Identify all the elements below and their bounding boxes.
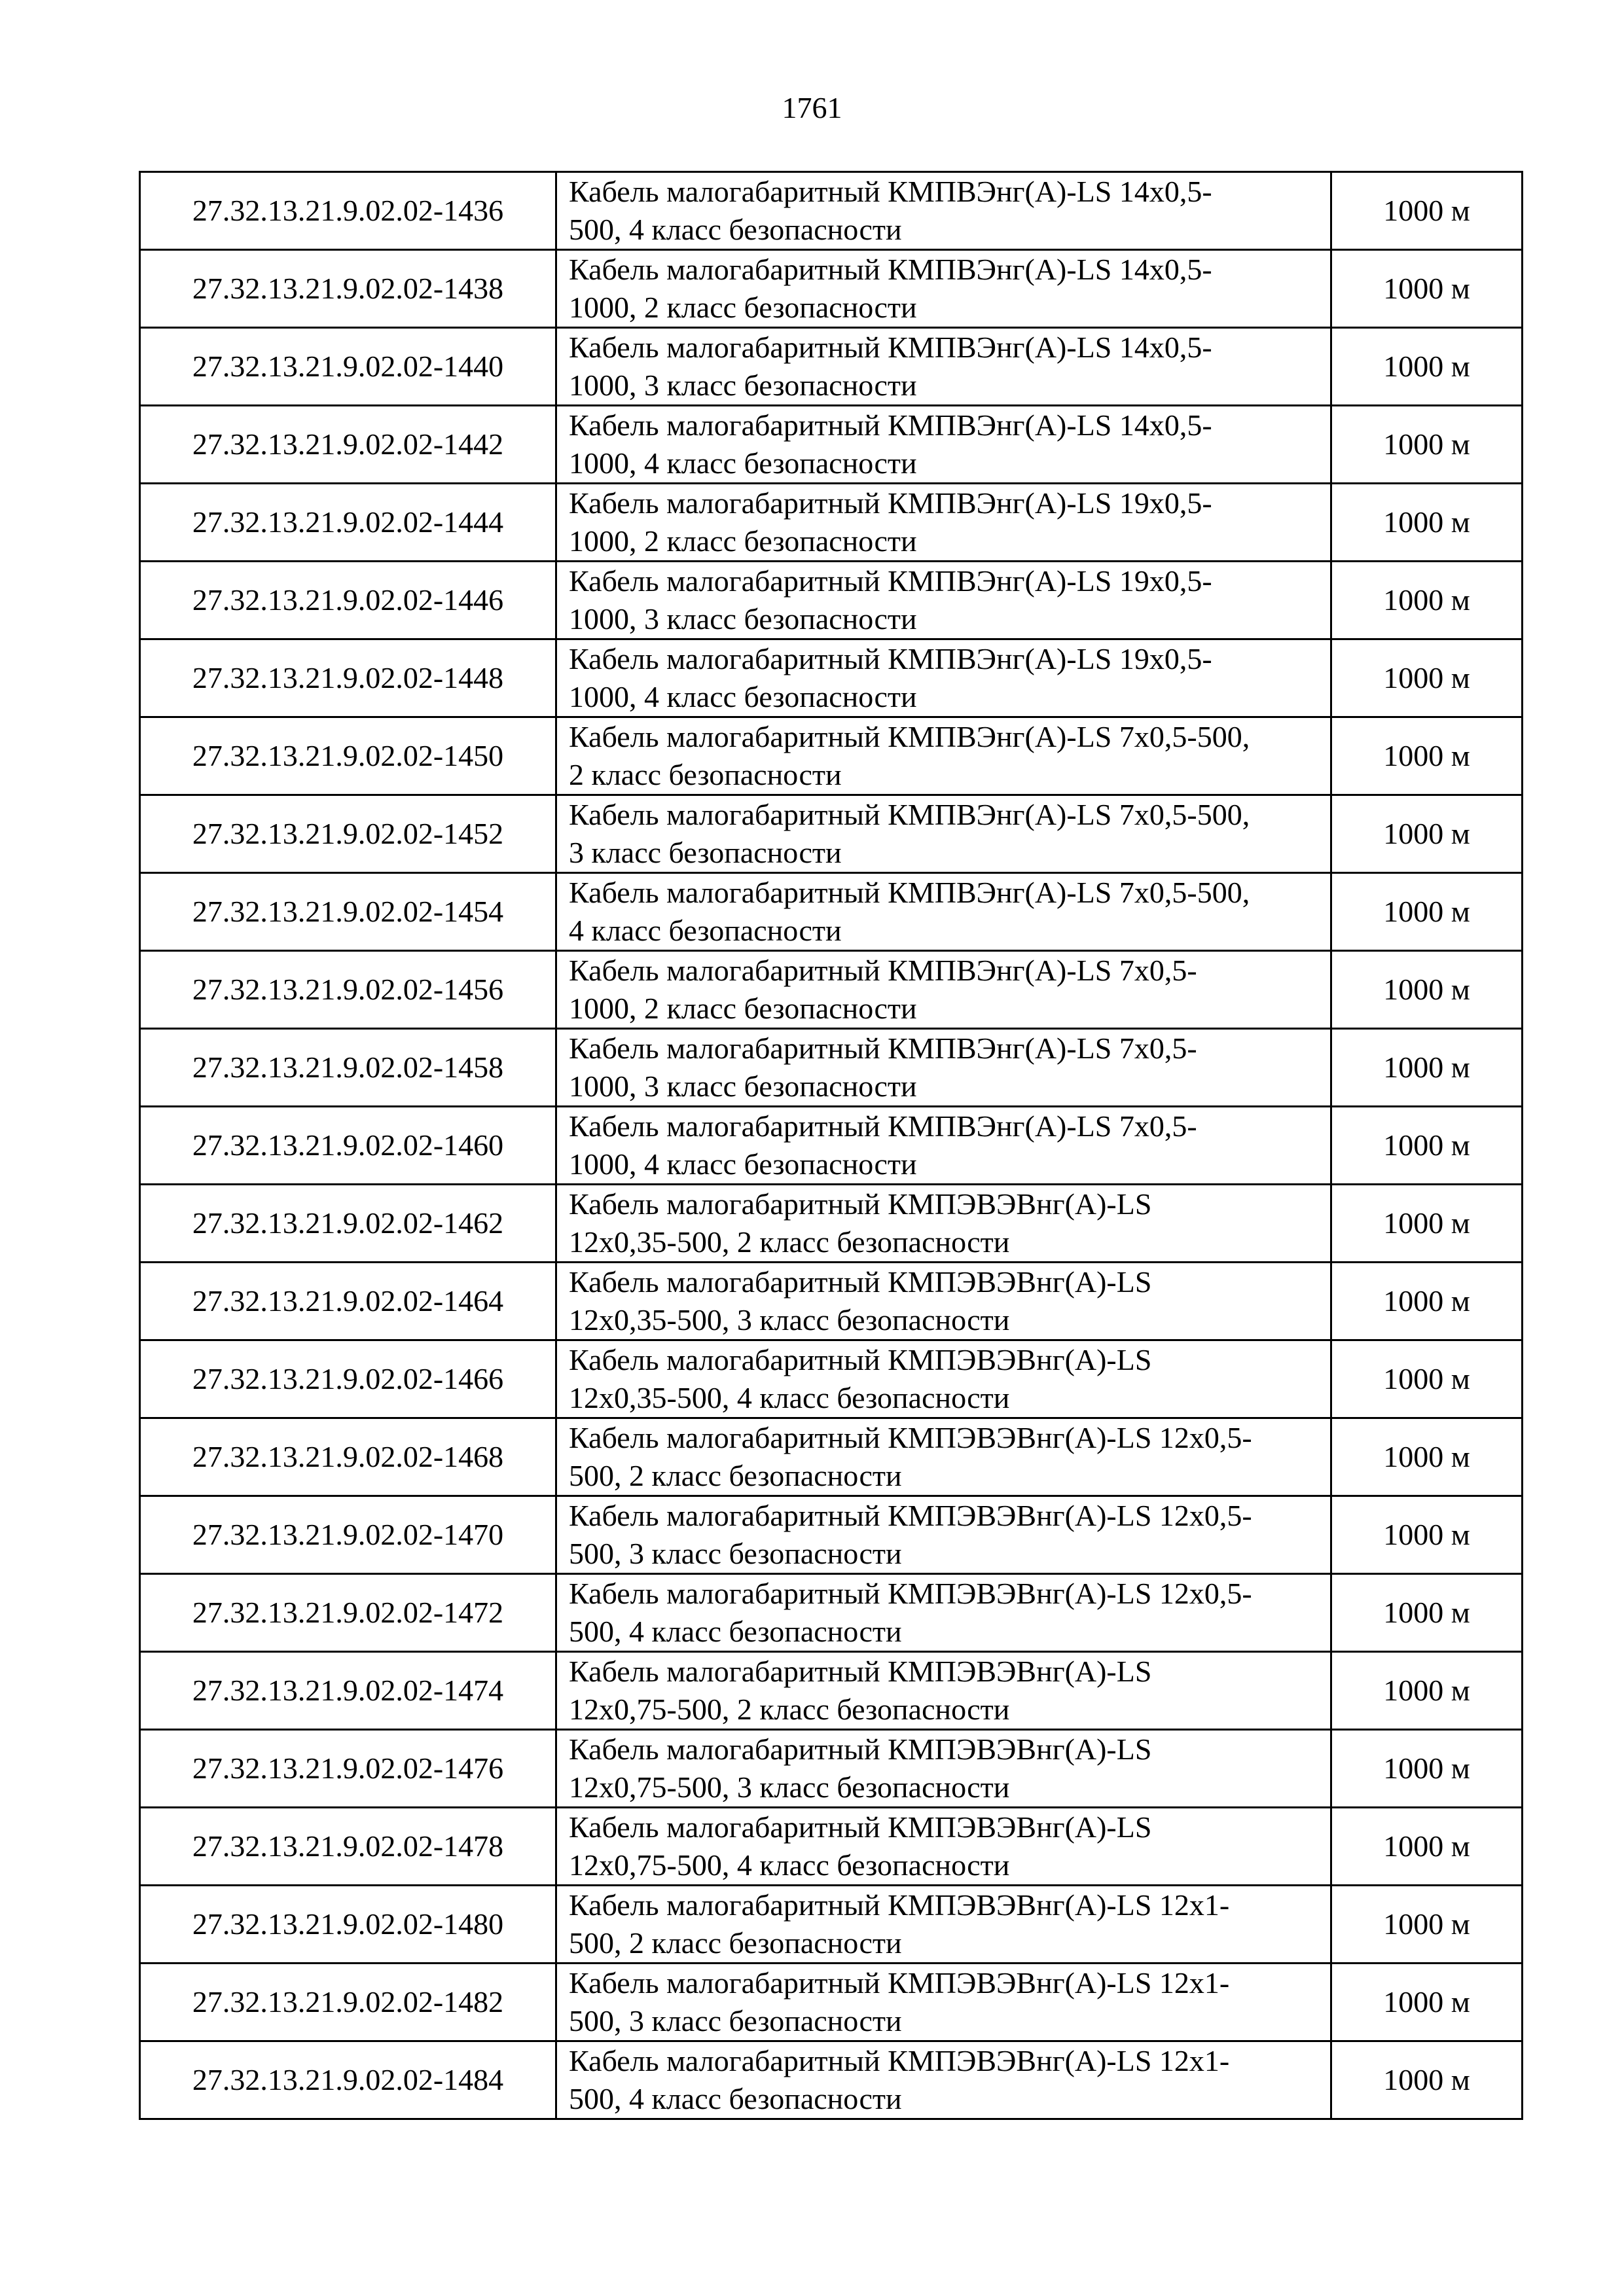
table-row xyxy=(140,1652,1523,1730)
resource-code: 27.32.13.21.9.02.02-1470 xyxy=(140,1496,556,1574)
resource-name xyxy=(556,484,1331,562)
resource-name-line: Кабель малогабаритный КМПЭВЭВнг(А)-LS 12х0,5- xyxy=(569,1577,1252,1610)
resource-code: 27.32.13.21.9.02.02-1436 xyxy=(140,172,556,250)
resource-name-line: Кабель малогабаритный КМПЭВЭВнг(А)-LS xyxy=(569,1655,1152,1688)
resource-name xyxy=(556,717,1331,795)
table-row xyxy=(140,1107,1523,1185)
table-row xyxy=(140,1263,1523,1340)
resource-code: 27.32.13.21.9.02.02-1446 xyxy=(140,562,556,639)
resource-code: 27.32.13.21.9.02.02-1466 xyxy=(140,1340,556,1418)
resource-unit: 1000 м xyxy=(1331,1964,1523,2041)
resource-unit: 1000 м xyxy=(1331,1574,1523,1652)
table-row xyxy=(140,562,1523,639)
resource-name xyxy=(556,2041,1331,2119)
resource-code: 27.32.13.21.9.02.02-1444 xyxy=(140,484,556,562)
resource-name xyxy=(556,1263,1331,1340)
resource-name xyxy=(556,1340,1331,1418)
resource-code: 27.32.13.21.9.02.02-1452 xyxy=(140,795,556,873)
resource-name-line: Кабель малогабаритный КМПВЭнг(А)-LS 14х0,5- xyxy=(569,253,1212,286)
resource-name-line: 1000, 2 класс безопасности xyxy=(569,992,917,1025)
resource-name-line: 500, 4 класс безопасности xyxy=(569,1615,902,1648)
resource-code: 27.32.13.21.9.02.02-1450 xyxy=(140,717,556,795)
resource-name-line: 1000, 4 класс безопасности xyxy=(569,680,917,713)
resource-unit: 1000 м xyxy=(1331,1652,1523,1730)
resource-name-line: Кабель малогабаритный КМПЭВЭВнг(А)-LS xyxy=(569,1732,1152,1766)
resource-name-line: 500, 4 класс безопасности xyxy=(569,213,902,246)
table-row xyxy=(140,873,1523,951)
resource-unit: 1000 м xyxy=(1331,562,1523,639)
resource-code: 27.32.13.21.9.02.02-1484 xyxy=(140,2041,556,2119)
resource-code: 27.32.13.21.9.02.02-1448 xyxy=(140,639,556,717)
resource-name-line: 1000, 4 класс безопасности xyxy=(569,446,917,480)
resource-name-line: Кабель малогабаритный КМПВЭнг(А)-LS 7х0,5-500, xyxy=(569,720,1250,753)
table-row xyxy=(140,1496,1523,1574)
resource-code: 27.32.13.21.9.02.02-1464 xyxy=(140,1263,556,1340)
resource-code: 27.32.13.21.9.02.02-1454 xyxy=(140,873,556,951)
resource-name xyxy=(556,1418,1331,1496)
resource-unit: 1000 м xyxy=(1331,406,1523,484)
resource-unit: 1000 м xyxy=(1331,484,1523,562)
resource-code: 27.32.13.21.9.02.02-1472 xyxy=(140,1574,556,1652)
table-row xyxy=(140,1886,1523,1964)
resource-name-line: Кабель малогабаритный КМПЭВЭВнг(А)-LS xyxy=(569,1343,1152,1376)
resource-name xyxy=(556,1886,1331,1964)
resource-name xyxy=(556,250,1331,328)
table-row xyxy=(140,717,1523,795)
resource-unit: 1000 м xyxy=(1331,172,1523,250)
resource-code: 27.32.13.21.9.02.02-1438 xyxy=(140,250,556,328)
resource-name-line: Кабель малогабаритный КМПВЭнг(А)-LS 7х0,5- xyxy=(569,1031,1197,1065)
table-row xyxy=(140,172,1523,250)
resource-name-line: Кабель малогабаритный КМПВЭнг(А)-LS 19х0,5- xyxy=(569,564,1212,598)
resource-name-line: Кабель малогабаритный КМПЭВЭВнг(А)-LS 12х1- xyxy=(569,2044,1230,2077)
table-row xyxy=(140,328,1523,406)
resource-name-line: 500, 3 класс безопасности xyxy=(569,2004,902,2037)
table-row xyxy=(140,795,1523,873)
resource-name xyxy=(556,639,1331,717)
resource-name-line: Кабель малогабаритный КМПВЭнг(А)-LS 14х0,5- xyxy=(569,331,1212,364)
resource-name xyxy=(556,951,1331,1029)
resource-name xyxy=(556,1730,1331,1808)
resource-code: 27.32.13.21.9.02.02-1458 xyxy=(140,1029,556,1107)
resource-name-line: 500, 3 класс безопасности xyxy=(569,1537,902,1570)
resource-unit: 1000 м xyxy=(1331,1029,1523,1107)
resource-name-line: Кабель малогабаритный КМПВЭнг(А)-LS 7х0,5- xyxy=(569,1109,1197,1143)
resource-name xyxy=(556,1496,1331,1574)
resource-name-line: 4 класс безопасности xyxy=(569,914,842,947)
resource-name-line: Кабель малогабаритный КМПЭВЭВнг(А)-LS xyxy=(569,1187,1152,1221)
resource-unit: 1000 м xyxy=(1331,250,1523,328)
resource-name-line: Кабель малогабаритный КМПВЭнг(А)-LS 7х0,5-500, xyxy=(569,798,1250,831)
resource-name-line: 2 класс безопасности xyxy=(569,758,842,791)
table-row xyxy=(140,1029,1523,1107)
resource-name-line: 12х0,75-500, 2 класс безопасности xyxy=(569,1693,1010,1726)
resource-unit: 1000 м xyxy=(1331,951,1523,1029)
resource-name-line: 500, 2 класс безопасности xyxy=(569,1926,902,1960)
resource-code: 27.32.13.21.9.02.02-1442 xyxy=(140,406,556,484)
resource-name-line: Кабель малогабаритный КМПЭВЭВнг(А)-LS 12х0,5- xyxy=(569,1499,1252,1532)
resource-name-line: 12х0,35-500, 3 класс безопасности xyxy=(569,1303,1010,1336)
table-row xyxy=(140,639,1523,717)
resource-name xyxy=(556,1185,1331,1263)
resource-code: 27.32.13.21.9.02.02-1476 xyxy=(140,1730,556,1808)
resource-name-line: 1000, 4 класс безопасности xyxy=(569,1147,917,1181)
resource-name xyxy=(556,1029,1331,1107)
resource-name-line: 1000, 2 класс безопасности xyxy=(569,291,917,324)
resource-name-line: 500, 2 класс безопасности xyxy=(569,1459,902,1492)
resource-name xyxy=(556,1964,1331,2041)
resource-name-line: Кабель малогабаритный КМПЭВЭВнг(А)-LS 12х1- xyxy=(569,1888,1230,1922)
resource-unit: 1000 м xyxy=(1331,639,1523,717)
resource-unit: 1000 м xyxy=(1331,1418,1523,1496)
resource-name xyxy=(556,1574,1331,1652)
resource-unit: 1000 м xyxy=(1331,1730,1523,1808)
resource-code: 27.32.13.21.9.02.02-1482 xyxy=(140,1964,556,2041)
table-row xyxy=(140,1340,1523,1418)
resource-name-line: 1000, 3 класс безопасности xyxy=(569,1069,917,1103)
resource-code: 27.32.13.21.9.02.02-1474 xyxy=(140,1652,556,1730)
resource-name-line: Кабель малогабаритный КМПЭВЭВнг(А)-LS xyxy=(569,1265,1152,1299)
resource-unit: 1000 м xyxy=(1331,717,1523,795)
table-row xyxy=(140,1808,1523,1886)
table-row xyxy=(140,406,1523,484)
resource-name-line: Кабель малогабаритный КМПВЭнг(А)-LS 14х0,5- xyxy=(569,408,1212,442)
resource-unit: 1000 м xyxy=(1331,1808,1523,1886)
resource-unit: 1000 м xyxy=(1331,1340,1523,1418)
resource-unit: 1000 м xyxy=(1331,1886,1523,1964)
resource-name xyxy=(556,1652,1331,1730)
table-row xyxy=(140,951,1523,1029)
resource-name-line: Кабель малогабаритный КМПЭВЭВнг(А)-LS 12х1- xyxy=(569,1966,1230,2000)
resource-code: 27.32.13.21.9.02.02-1468 xyxy=(140,1418,556,1496)
resource-table-body xyxy=(140,172,1523,2119)
table-row xyxy=(140,250,1523,328)
resource-name xyxy=(556,406,1331,484)
page-number: 1761 xyxy=(782,91,842,124)
resource-name xyxy=(556,795,1331,873)
resource-code: 27.32.13.21.9.02.02-1456 xyxy=(140,951,556,1029)
table-row xyxy=(140,1574,1523,1652)
resource-name-line: 500, 4 класс безопасности xyxy=(569,2082,902,2115)
table-row xyxy=(140,484,1523,562)
resource-name-line: 3 класс безопасности xyxy=(569,836,842,869)
resource-name-line: Кабель малогабаритный КМПВЭнг(А)-LS 7х0,5-500, xyxy=(569,876,1250,909)
resource-name-line: 1000, 3 класс безопасности xyxy=(569,602,917,636)
resource-name-line: Кабель малогабаритный КМПВЭнг(А)-LS 19х0,5- xyxy=(569,642,1212,675)
resource-name-line: 12х0,75-500, 4 класс безопасности xyxy=(569,1848,1010,1882)
resource-unit: 1000 м xyxy=(1331,1107,1523,1185)
resource-unit: 1000 м xyxy=(1331,1185,1523,1263)
resource-code: 27.32.13.21.9.02.02-1478 xyxy=(140,1808,556,1886)
resource-name xyxy=(556,328,1331,406)
resource-unit: 1000 м xyxy=(1331,2041,1523,2119)
resource-name-line: Кабель малогабаритный КМПВЭнг(А)-LS 7х0,5- xyxy=(569,954,1197,987)
resource-unit: 1000 м xyxy=(1331,1496,1523,1574)
resource-unit: 1000 м xyxy=(1331,795,1523,873)
resource-code: 27.32.13.21.9.02.02-1460 xyxy=(140,1107,556,1185)
table-row xyxy=(140,2041,1523,2119)
resource-name-line: Кабель малогабаритный КМПВЭнг(А)-LS 19х0,5- xyxy=(569,486,1212,520)
table-row xyxy=(140,1730,1523,1808)
resource-code: 27.32.13.21.9.02.02-1462 xyxy=(140,1185,556,1263)
resource-name xyxy=(556,873,1331,951)
resource-unit: 1000 м xyxy=(1331,873,1523,951)
resource-name-line: 12х0,35-500, 4 класс безопасности xyxy=(569,1381,1010,1414)
resource-name-line: Кабель малогабаритный КМПЭВЭВнг(А)-LS xyxy=(569,1810,1152,1844)
resource-name xyxy=(556,562,1331,639)
resource-code: 27.32.13.21.9.02.02-1440 xyxy=(140,328,556,406)
resource-name-line: 1000, 2 класс безопасности xyxy=(569,524,917,558)
resource-name xyxy=(556,172,1331,250)
resource-name-line: 12х0,35-500, 2 класс безопасности xyxy=(569,1225,1010,1259)
table-row xyxy=(140,1418,1523,1496)
resource-code: 27.32.13.21.9.02.02-1480 xyxy=(140,1886,556,1964)
resource-table xyxy=(139,171,1523,2120)
resource-name-line: Кабель малогабаритный КМПВЭнг(А)-LS 14х0,5- xyxy=(569,175,1212,208)
table-row xyxy=(140,1185,1523,1263)
resource-name xyxy=(556,1107,1331,1185)
resource-name-line: 1000, 3 класс безопасности xyxy=(569,368,917,402)
resource-name-line: 12х0,75-500, 3 класс безопасности xyxy=(569,1770,1010,1804)
resource-unit: 1000 м xyxy=(1331,328,1523,406)
resource-name-line: Кабель малогабаритный КМПЭВЭВнг(А)-LS 12х0,5- xyxy=(569,1421,1252,1454)
resource-name xyxy=(556,1808,1331,1886)
table-row xyxy=(140,1964,1523,2041)
resource-unit: 1000 м xyxy=(1331,1263,1523,1340)
